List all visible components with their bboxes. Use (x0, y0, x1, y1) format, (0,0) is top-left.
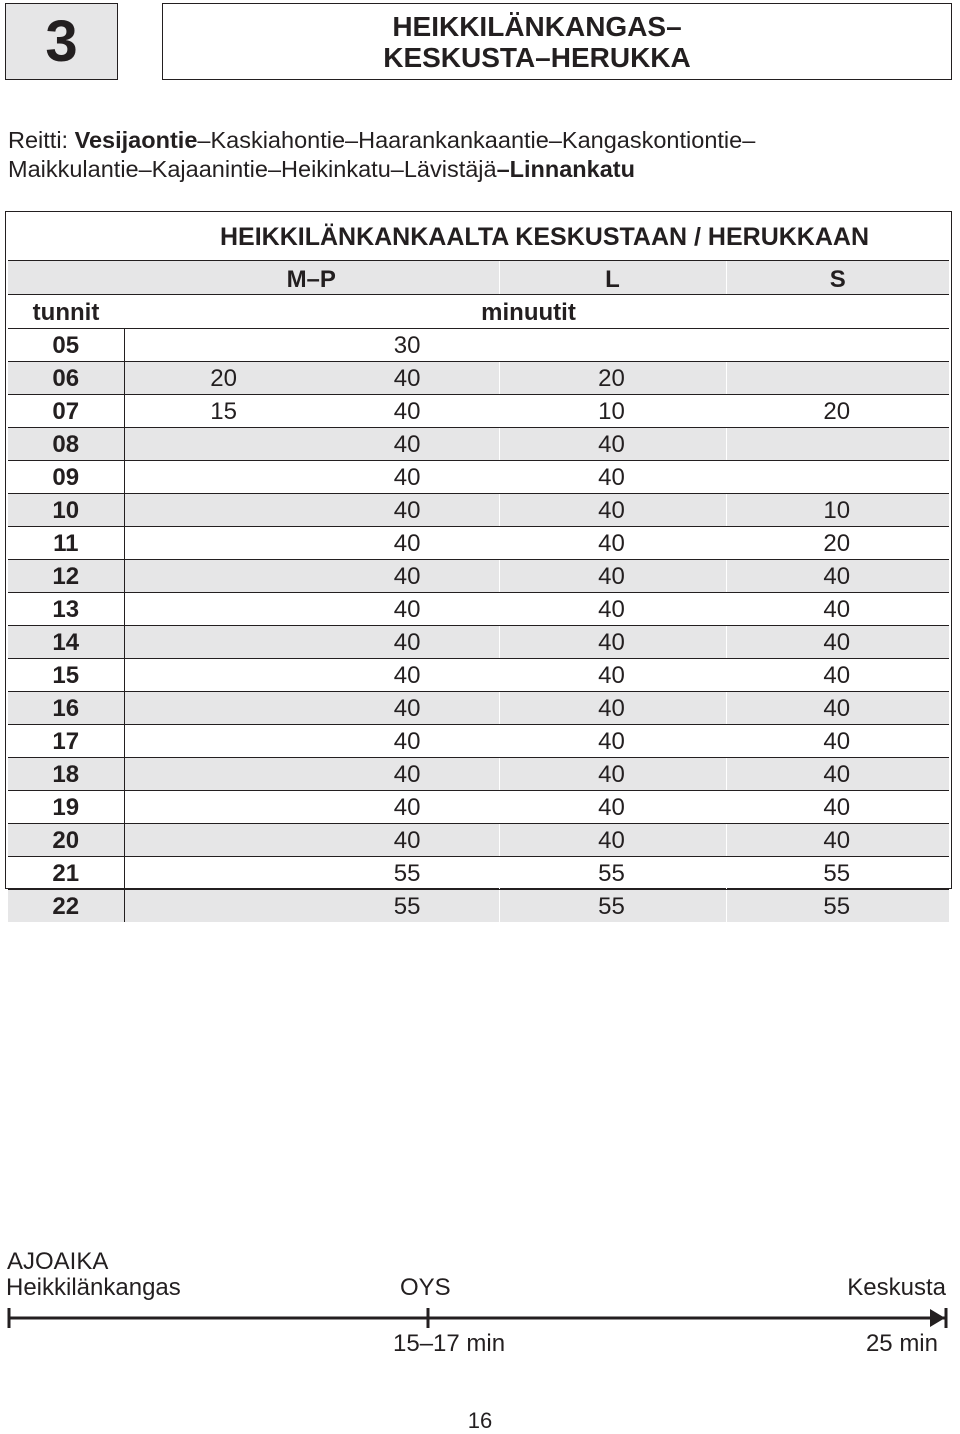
weekday-minutes-cell (124, 824, 314, 857)
weekday-minutes-cell: 15 (124, 395, 314, 428)
weekday-minutes-cell: 55 (314, 890, 499, 923)
travel-time (0, 1248, 960, 1368)
hour-cell: 09 (8, 461, 124, 494)
hour-cell: 20 (8, 824, 124, 857)
sunday-minutes-cell: 20 (726, 527, 949, 560)
weekday-minutes-cell: 40 (314, 494, 499, 527)
route-title-box (162, 3, 952, 80)
timetable (5, 211, 952, 920)
sunday-minutes-cell: 10 (726, 494, 949, 527)
saturday-minutes-cell: 40 (499, 593, 726, 626)
sunday-minutes-cell: 55 (726, 890, 949, 923)
weekday-minutes-cell (124, 791, 314, 824)
arrow-right-icon (930, 1309, 945, 1327)
weekday-minutes-cell: 40 (314, 758, 499, 791)
weekday-minutes-cell: 40 (314, 659, 499, 692)
route-title-line-2: KESKUSTA–HERUKKA (383, 41, 691, 73)
table-row (8, 758, 949, 791)
sunday-minutes-cell (726, 362, 949, 395)
saturday-minutes-cell: 40 (499, 461, 726, 494)
travel-end-stop: Keskusta (847, 1274, 946, 1301)
travel-end-time: 25 min (865, 1330, 938, 1357)
weekday-minutes-cell (124, 560, 314, 593)
weekday-minutes-cell (124, 593, 314, 626)
page-number: 16 (467, 1408, 493, 1433)
saturday-minutes-cell: 55 (499, 890, 726, 923)
weekday-minutes-cell (124, 329, 314, 362)
weekday-minutes-cell: 40 (314, 428, 499, 461)
table-row (8, 725, 949, 758)
weekday-minutes-cell (124, 659, 314, 692)
sunday-minutes-cell: 40 (726, 725, 949, 758)
hour-cell: 21 (8, 857, 124, 890)
sunday-minutes-cell (726, 428, 949, 461)
table-row (8, 527, 949, 560)
units-row (8, 295, 949, 329)
weekday-minutes-cell: 40 (314, 461, 499, 494)
saturday-minutes-cell: 40 (499, 560, 726, 593)
saturday-minutes-cell: 40 (499, 428, 726, 461)
saturday-minutes-cell: 40 (499, 758, 726, 791)
sunday-minutes-cell: 20 (726, 395, 949, 428)
weekday-minutes-cell: 40 (314, 362, 499, 395)
direction-title: HEIKKILÄNKANKAALTA KESKUSTAAN / HERUKKAAN (124, 214, 949, 261)
weekday-minutes-cell (124, 725, 314, 758)
hour-cell: 07 (8, 395, 124, 428)
saturday-minutes-cell: 40 (499, 494, 726, 527)
route-street: Maikkulantie–Kajaanintie–Heikinkatu–Lävistäjä (8, 156, 497, 182)
sunday-minutes-cell: 40 (726, 659, 949, 692)
weekday-minutes-cell (124, 692, 314, 725)
hour-cell: 16 (8, 692, 124, 725)
hour-cell: 18 (8, 758, 124, 791)
table-row (8, 461, 949, 494)
hour-cell: 13 (8, 593, 124, 626)
route-number-box (5, 3, 118, 80)
minutes-label: minuutit (124, 295, 949, 329)
saturday-minutes-cell: 40 (499, 659, 726, 692)
weekday-minutes-cell (124, 494, 314, 527)
hour-cell: 11 (8, 527, 124, 560)
hour-cell: 19 (8, 791, 124, 824)
route-line-1 (8, 126, 953, 155)
table-row (8, 659, 949, 692)
saturday-minutes-cell: 40 (499, 527, 726, 560)
weekday-minutes-cell: 40 (314, 791, 499, 824)
hour-cell: 15 (8, 659, 124, 692)
weekday-minutes-cell: 40 (314, 593, 499, 626)
table-row (8, 791, 949, 824)
weekday-minutes-cell (124, 890, 314, 923)
sunday-minutes-cell: 40 (726, 692, 949, 725)
weekday-minutes-cell: 40 (314, 560, 499, 593)
weekday-minutes-cell: 40 (314, 527, 499, 560)
sunday-minutes-cell: 40 (726, 824, 949, 857)
route-label: Reitti: (8, 127, 75, 153)
saturday-minutes-cell (499, 329, 726, 362)
route-title-line-1: HEIKKILÄNKANGAS– (392, 10, 682, 42)
weekday-minutes-cell: 40 (314, 395, 499, 428)
day-type-sunday: S (726, 261, 949, 295)
table-row (8, 329, 949, 362)
table-row (8, 692, 949, 725)
hour-cell: 17 (8, 725, 124, 758)
timetable-grid (8, 214, 949, 922)
route-number: 3 (45, 9, 78, 74)
hours-label: tunnit (8, 295, 124, 329)
hour-cell: 22 (8, 890, 124, 923)
weekday-minutes-cell: 55 (314, 857, 499, 890)
table-row (8, 857, 949, 890)
route-line-2 (8, 155, 953, 184)
table-row (8, 428, 949, 461)
travel-time-line (0, 1304, 960, 1328)
sunday-minutes-cell: 40 (726, 626, 949, 659)
route-description (8, 126, 953, 184)
weekday-minutes-cell (124, 857, 314, 890)
weekday-minutes-cell (124, 461, 314, 494)
sunday-minutes-cell: 55 (726, 857, 949, 890)
saturday-minutes-cell: 40 (499, 626, 726, 659)
hour-cell: 06 (8, 362, 124, 395)
table-row (8, 824, 949, 857)
saturday-minutes-cell: 10 (499, 395, 726, 428)
day-type-saturday: L (499, 261, 726, 295)
sunday-minutes-cell: 40 (726, 758, 949, 791)
saturday-minutes-cell: 40 (499, 725, 726, 758)
weekday-minutes-cell: 40 (314, 824, 499, 857)
weekday-minutes-cell: 40 (314, 692, 499, 725)
weekday-minutes-cell (124, 428, 314, 461)
saturday-minutes-cell: 55 (499, 857, 726, 890)
route-street: –Kaskiahontie–Haarankankaantie–Kangaskontiontie– (197, 127, 756, 153)
hour-cell: 12 (8, 560, 124, 593)
table-row (8, 494, 949, 527)
sunday-minutes-cell (726, 461, 949, 494)
route-street: –Linnankatu (496, 156, 635, 182)
weekday-minutes-cell: 40 (314, 626, 499, 659)
travel-time-heading: AJOAIKA (7, 1248, 109, 1275)
weekday-minutes-cell (124, 626, 314, 659)
travel-start-stop: Heikkilänkangas (6, 1274, 181, 1301)
sunday-minutes-cell: 40 (726, 593, 949, 626)
day-type-row (8, 261, 949, 295)
saturday-minutes-cell: 40 (499, 692, 726, 725)
weekday-minutes-cell (124, 527, 314, 560)
table-row (8, 593, 949, 626)
sunday-minutes-cell: 40 (726, 791, 949, 824)
travel-mid-time: 15–17 min (393, 1330, 506, 1357)
table-row (8, 395, 949, 428)
hour-cell: 08 (8, 428, 124, 461)
weekday-minutes-cell: 20 (124, 362, 314, 395)
day-type-weekdays: M–P (124, 261, 499, 295)
weekday-minutes-cell (124, 758, 314, 791)
table-row (8, 626, 949, 659)
saturday-minutes-cell: 40 (499, 791, 726, 824)
table-row (8, 560, 949, 593)
hour-cell: 14 (8, 626, 124, 659)
hour-cell: 05 (8, 329, 124, 362)
saturday-minutes-cell: 20 (499, 362, 726, 395)
weekday-minutes-cell: 40 (314, 725, 499, 758)
table-row (8, 890, 949, 923)
travel-mid-stop: OYS (400, 1274, 451, 1301)
hour-cell: 10 (8, 494, 124, 527)
sunday-minutes-cell (726, 329, 949, 362)
route-street: Vesijaontie (74, 127, 198, 153)
weekday-minutes-cell: 30 (314, 329, 499, 362)
sunday-minutes-cell: 40 (726, 560, 949, 593)
saturday-minutes-cell: 40 (499, 824, 726, 857)
direction-row (8, 214, 949, 261)
table-row (8, 362, 949, 395)
